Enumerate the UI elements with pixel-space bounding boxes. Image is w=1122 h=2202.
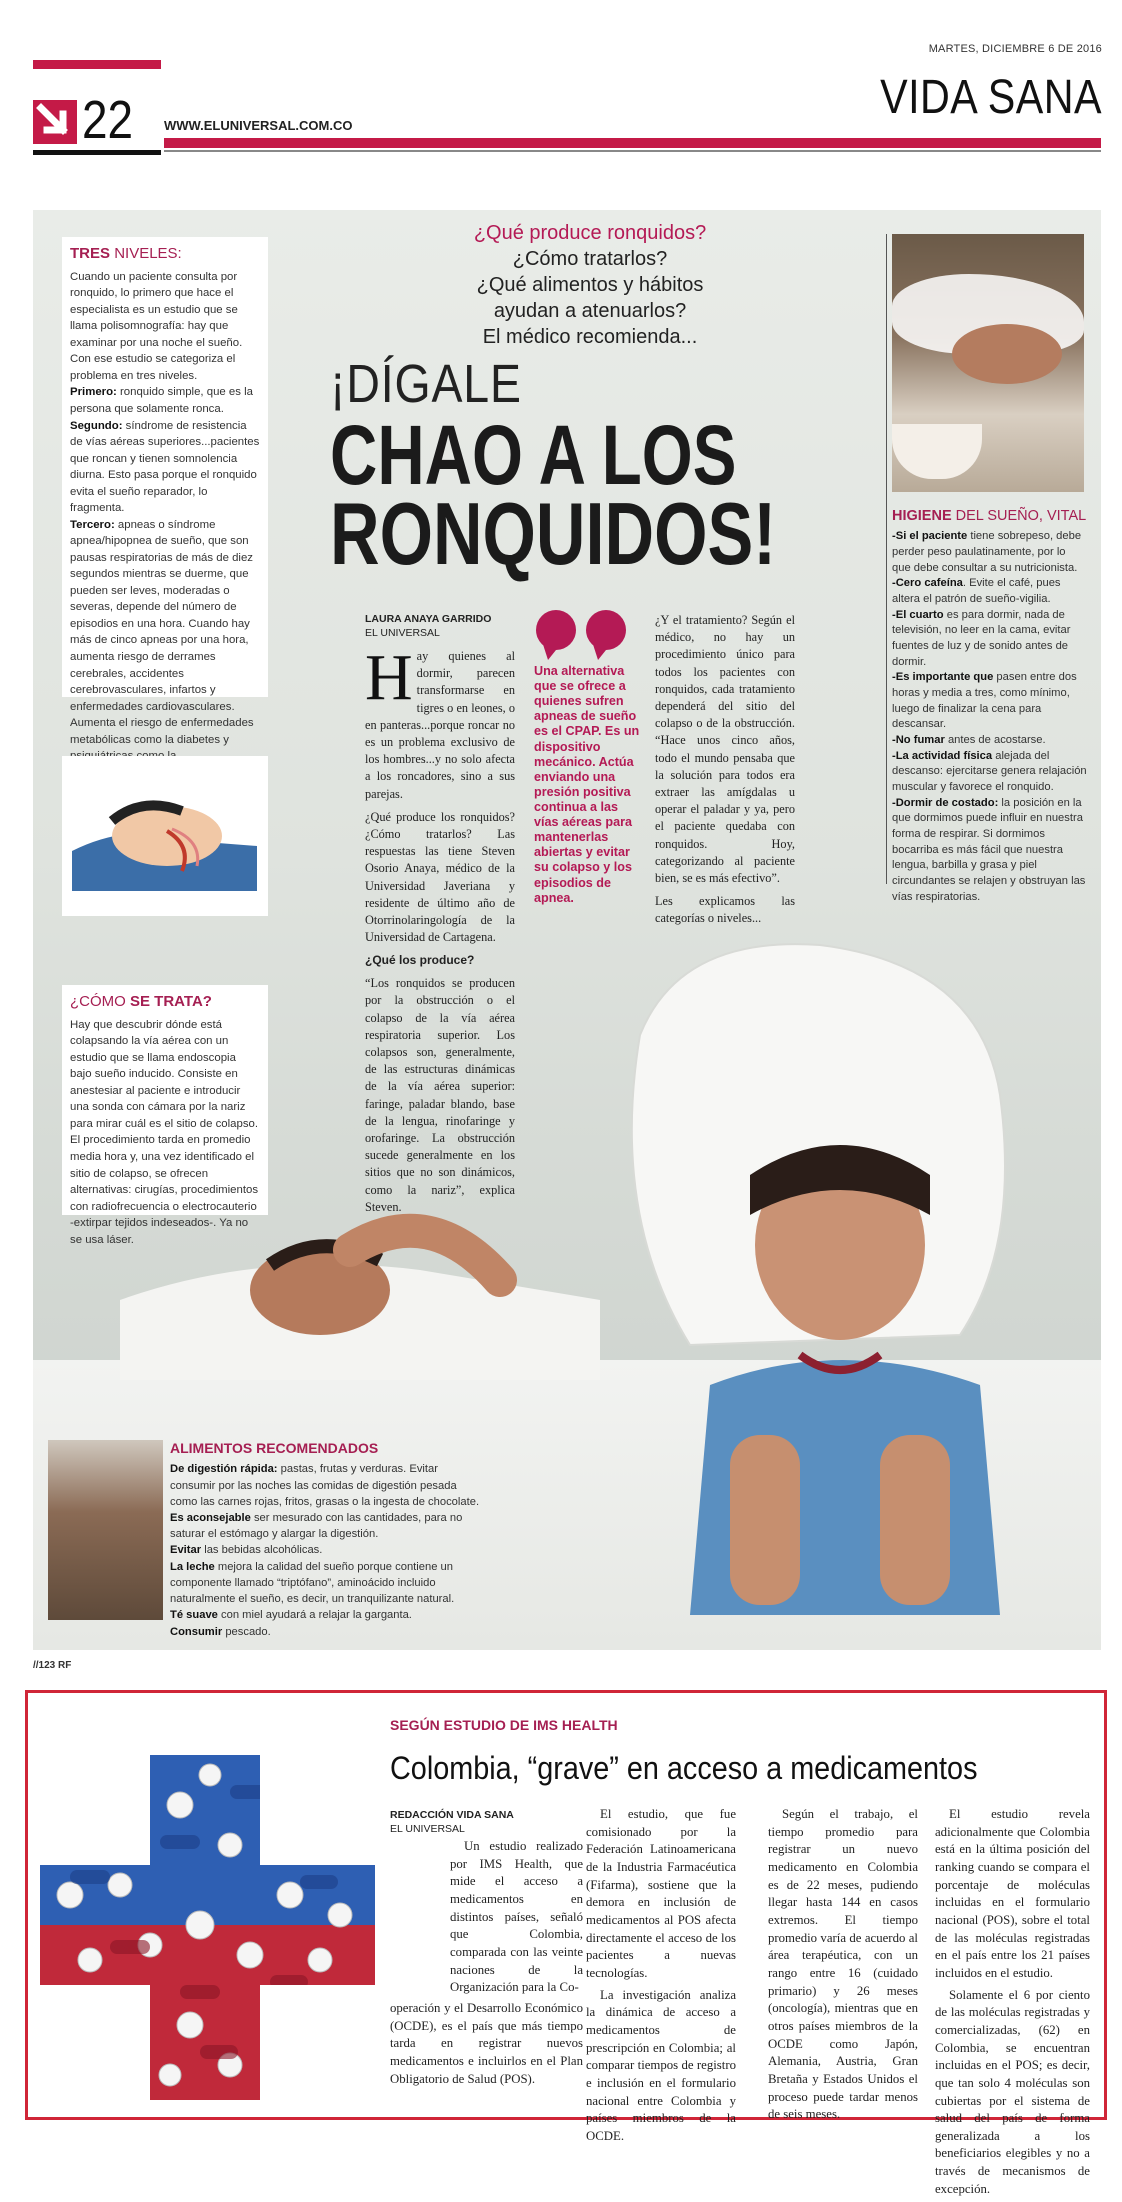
higiene-item: -Si el paciente tiene sobrepeso, debe perder peso paulatinamente, por lo que debe consultar a su nutricionista. — [892, 530, 1082, 574]
higiene-heading: HIGIENE DEL SUEÑO, VITAL — [892, 508, 1087, 524]
feature-column-2 — [655, 612, 795, 934]
nivel-segundo: Segundo: síndrome de resistencia de vías aéreas superiores...pacientes que roncan y tienen somnolencia diurna. Esto pasa porque el ronquido evita el sueño reparador, lo fragmenta. — [70, 419, 260, 515]
alimentos-heading: ALIMENTOS RECOMENDADOS — [170, 1440, 379, 1456]
page-number: 22 — [82, 90, 134, 150]
feature-byline: LAURA ANAYA GARRIDO EL UNIVERSAL — [365, 613, 492, 640]
story-paragraph: Según el trabajo, el tiempo promedio para registrar un nuevo medicamento en Colombia es de 22 meses, pudiendo llegar hasta 144 en casos extremos. El tiempo promedio varía de acuerdo al área terapéutica, con un rango entre 16 (cuidado primario) y 26 meses (oncología), mientras que en otros países miembros de la OCDE como Japón, Alemania, Austria, Gran Bretaña y Estados Unidos el proceso puede tardar menos de seis meses. — [768, 1807, 918, 2122]
story-title: Colombia, “grave” en acceso a medicamentos — [390, 1750, 978, 1786]
page-number-rule — [33, 150, 161, 155]
higiene-item: -La actividad física alejada del descanso: ejercitarse genera relajación muscular y favorece el ronquido. — [892, 749, 1087, 794]
alimentos-item: Té suave con miel ayudará a relajar la garganta. — [170, 1609, 412, 1622]
story-paragraph: Solamente el 6 por ciento de las moléculas registradas y comercializadas, (62) en Colombia, se encuentran incluidas en el POS; es decir, que tan solo 4 moléculas son cubiertas por el sistema de salud del país de forma generalizada a los beneficiarios elegibles y no a través de mecanismos de excepción. — [935, 1987, 1090, 2196]
pill-cross-image — [30, 1745, 385, 2110]
feature-subhead: ¿Qué los produce? — [365, 953, 475, 968]
story-column-4 — [935, 1806, 1090, 2202]
story-paragraph: La investigación analiza la dinámica de acceso a medicamentos de prescripción en Colombia; al comparar tiempos de registro e inclusión en el formulario nacional entre Colombia y países miembros de la OCDE. — [586, 1987, 736, 2143]
photo-credit: //123 RF — [33, 1660, 72, 1671]
feature-paragraph: ¿Y el tratamiento? Según el médico, no hay un procedimiento único para todos los pacientes con ronquidos, cada tratamiento dependerá del sitio del colapso o de la obstrucción. “Hace unos cinco años, todo el mundo pensaba que la solución para todos era extraer las amígdalas u operar el paladar y ya, pero el paciente quedaba con ronquidos. Hoy, categorizando al paciente bien, se es más efectivo”. — [655, 613, 795, 886]
nivel-primero: Primero: ronquido simple, que es la persona que solamente ronca. — [70, 386, 253, 415]
airway-illustration — [72, 791, 257, 891]
story-paragraph: El estudio revela adicionalmente que Colombia está en la última posición del ranking cuando se compara el porcentaje de moléculas incluidas en el formulario nacional (POS), sobre el total de las moléculas registradas en el país entre los 21 países incluidos en el estudio. — [935, 1807, 1090, 1980]
tres-niveles-heading: TRES NIVELES: — [70, 245, 182, 262]
story-paragraph: operación y el Desarrollo Económico (OCDE), es el país que más tiempo tarda en registrar nuevos medicamentos e incluirlos en el Plan Obligatorio de Salud (POS). — [390, 2001, 583, 2086]
header-thin-rule — [164, 150, 1101, 152]
tres-niveles-box — [62, 237, 268, 746]
story-column-2 — [586, 1806, 736, 2149]
section-title: VIDA SANA — [880, 71, 1102, 124]
higiene-box — [892, 506, 1087, 905]
arrow-icon — [33, 100, 77, 144]
alimentos-item: De digestión rápida: pastas, frutas y verduras. Evitar consumir por las noches las comidas de digestión pesada como las carnes rojas, fritos, grasas o la ingesta de chocolate. — [170, 1463, 480, 1508]
woman-with-pillow-photo — [600, 915, 1020, 1615]
quote-icon — [534, 605, 634, 660]
story-byline: REDACCIÓN VIDA SANA EL UNIVERSAL — [390, 1809, 514, 1836]
sleeping-person-coffee-photo — [892, 234, 1084, 492]
headline-line-2: CHAO A LOS — [330, 408, 737, 502]
headline-kicker: ¿Qué produce ronquidos? ¿Cómo tratarlos? ¿Qué alimentos y hábitos ayudan a atenuarlos? El médico recomienda... — [473, 222, 707, 348]
headline-line-3: RONQUIDOS! — [330, 484, 777, 583]
tres-niveles-intro: Cuando un paciente consulta por ronquido, lo primero que hace el especialista es un estudio que se llama polisomnografía: hay que examinar por una noche el sueño. Con ese estudio se categoriza el problema en tres niveles. — [70, 270, 243, 382]
como-se-trata-box — [62, 985, 268, 1246]
site-url[interactable]: WWW.ELUNIVERSAL.COM.CO — [164, 118, 353, 133]
higiene-item: -No fumar antes de acostarse. — [892, 734, 1046, 747]
feature-paragraph: “Los ronquidos se producen por la obstrucción o el colapso de la vía aérea respiratoria superior. Los colapsos son, generalmente, de las estructuras dinámicas de la vía aérea superior: faringe, paladar blando, base de la lengua, rinofaringe y orofaringe. La obstrucción sucede generalmente en los sitios que no son dinámicos, como la nariz”, explica Steven. — [365, 976, 515, 1214]
header-accent-bar — [33, 60, 161, 69]
story-paragraph: El estudio, que fue comisionado por la Federación Latinoamericana de la Industria Farmacéutica (Fifarma), sostiene que la demora en inclusión de medicamentos al POS afecta directamente el acceso de los pacientes a nuevas tecnologías. — [586, 1807, 736, 1980]
alimentos-item: Evitar las bebidas alcohólicas. — [170, 1544, 323, 1557]
column-rule — [886, 234, 887, 884]
airway-illustration-box — [62, 756, 268, 916]
story-paragraph: Un estudio realizado por IMS Health, que mide el acceso a medicamentos en distintos países, señaló que Colombia, comparada con las veinte naciones de la Organización para la Co- — [450, 1839, 583, 1995]
higiene-item: -El cuarto es para dormir, nada de televisión, no leer en la cama, evitar fuentes de luz y de sonido antes de dormir. — [892, 608, 1071, 668]
headline-line-1: ¡DÍGALE — [330, 354, 522, 414]
alimentos-item: Es aconsejable ser mesurado con las cantidades, para no saturar el estómago y alargar la digestión. — [170, 1512, 463, 1541]
story-column-1 — [450, 1838, 583, 2001]
feature-column-1 — [365, 641, 515, 1222]
header-rule — [164, 138, 1101, 148]
alimentos-box — [170, 1438, 480, 1640]
como-se-trata-heading: ¿CÓMO SE TRATA? — [70, 993, 212, 1010]
alimentos-item: Consumir pescado. — [170, 1625, 271, 1638]
story-kicker: SEGÚN ESTUDIO DE IMS HEALTH — [390, 1717, 618, 1733]
drop-cap: H — [365, 641, 413, 714]
feature-paragraph: ¿Qué produce los ronquidos? ¿Cómo tratarlos? Las respuestas las tiene Steven Osorio Anaya, médico de la Universidad Javeriana y residente de último año de Otorrinolaringología de la Universidad de Cartagena. — [365, 809, 515, 945]
como-se-trata-text: Hay que descubrir dónde está colapsando la vía aérea con un estudio que se llama endoscopia bajo sueño inducido. Consiste en anestesiar al paciente e introducir una sonda con cámara por la nariz para mirar cuál es el sitio de colapso. El procedimiento tarda en promedio media hora y, una vez identificado el sitio de colapso, se ofrecen alternativas: cirugías, procedimientos con radiofrecuencia o electrocauterio -extirpar tejidos indeseados-. Ya no se usa láser. — [70, 1018, 259, 1246]
pull-quote: Una alternativa que se ofrece a quienes sufren apneas de sueño es el CPAP. Es un dispositivo mecánico. Actúa enviando una presión positiva continua a las vías aéreas para mantenerlas abiertas y evitar su colapso y los episodios de apnea. — [534, 664, 640, 905]
alimentos-item: La leche mejora la calidad del sueño porque contiene un componente llamado “triptófano”, aminoácido incluido naturalmente el sueño, es decir, un tranquilizante natural. — [170, 1560, 455, 1606]
higiene-item: -Es importante que pasen entre dos horas y media a tres, como mínimo, luego de finalizar la cena para descansar. — [892, 671, 1077, 731]
nivel-tercero: Tercero: apneas o síndrome apnea/hipopnea de sueño, que son pausas respiratorias de más de diez segundos mientras se duerme, que pueden ser leves, moderadas o severas, depende del número de episodios en una hora. Cuando hay más de cinco apneas por una hora, aumenta riesgo de derrames cerebrales, accidentes cerebrovasculares, infartos y enfermedades cardiovasculares. Aumenta el riesgo de enfermedades metabólicas como la diabetes y — [70, 518, 254, 746]
story-column-3 — [768, 1806, 918, 2128]
higiene-item: -Cero cafeína. Evite el café, pues altera el patrón de sueño-vigilia. — [892, 577, 1061, 605]
story-column-1-continued — [390, 2000, 583, 2092]
feature-paragraph: Les explicamos las categorías o niveles... — [655, 894, 795, 926]
issue-date: MARTES, DICIEMBRE 6 DE 2016 — [928, 43, 1102, 55]
higiene-item: -Dormir de costado: la posición en la que dormimos puede influir en nuestra forma de respirar. Si dormimos bocarriba es más fácil que nuestra lengua, barbilla y grasa y piel circundantes se relajen y obstruyan las vías respiratorias. — [892, 796, 1086, 903]
man-sleeping-on-plate-photo — [48, 1440, 163, 1620]
feature-lead-paragraph: Hay quienes al dormir, parecen transformarse en tigres o en leones, o en panteras...porque roncar no es un problema exclusivo de los hombres...y no solo afecta a los roncadores, sino a sus parejas. — [365, 641, 515, 801]
